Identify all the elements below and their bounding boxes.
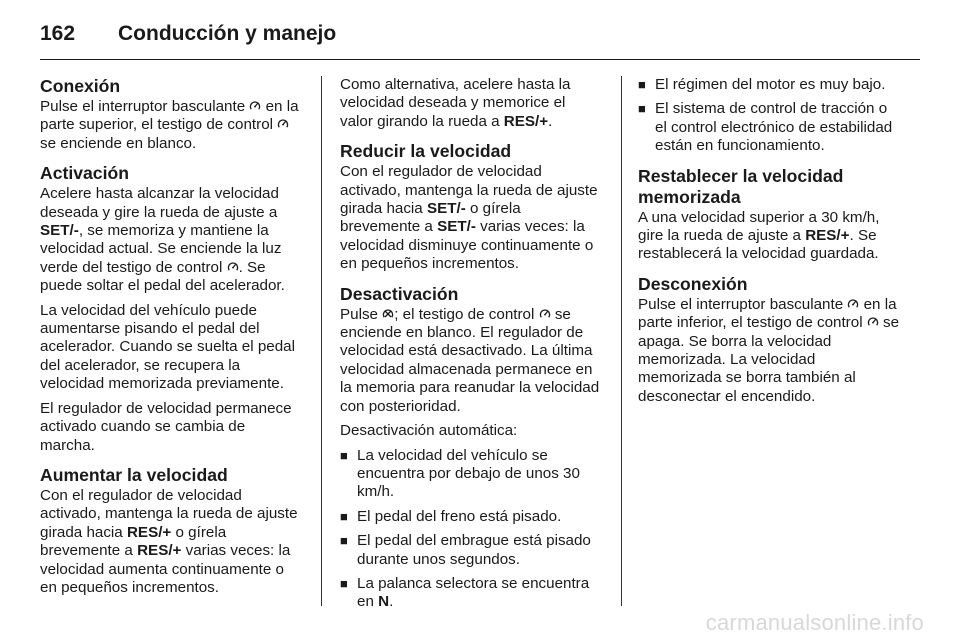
list-item: ■ El pedal del freno está pisado.	[340, 508, 602, 526]
column-1	[40, 76, 302, 603]
watermark: carmanualsonline.info	[705, 610, 924, 635]
control-label: SET/-	[437, 218, 476, 236]
list-item: ■ El sistema de control de tracción o el control electrónico de estabilidad están en funcionamiento.	[638, 100, 900, 155]
control-label: N	[378, 593, 390, 611]
control-label: SET/-	[40, 222, 79, 240]
paragraph-alternativa	[340, 76, 602, 131]
text: ; el testigo de control	[394, 305, 539, 323]
text: en la parte inferior, el testigo de control	[638, 295, 897, 332]
bullet-list	[340, 447, 602, 612]
text: Como alternativa, acelere hasta la velocidad deseada y memorice el valor girando la rueda a	[340, 76, 571, 130]
control-label: RES/+	[503, 112, 549, 130]
text: varias veces: la velocidad disminuye continuamente o en pequeños incrementos.	[340, 218, 594, 273]
paragraph-restablecer	[638, 209, 900, 264]
paragraph-aumentar	[40, 487, 302, 597]
cruise-control-icon	[539, 308, 551, 320]
text: en la parte superior, el testigo de control	[40, 98, 299, 134]
control-label: SET/-	[426, 200, 466, 218]
column-divider	[621, 76, 622, 606]
cruise-control-icon	[227, 261, 239, 273]
section-title-desactivacion: Desactivación	[340, 283, 459, 304]
section-title-restablecer: Restablecer la velocidad memorizada	[638, 165, 844, 207]
control-label: RES/+	[805, 227, 850, 245]
paragraph-reducir	[340, 163, 602, 273]
text: se enciende en blanco.	[40, 134, 197, 152]
header-rule	[40, 59, 920, 60]
text: . Se restablecerá la velocidad guardada.	[638, 227, 879, 263]
text: se enciende en blanco. El regulador de velocidad está desactivado. La última velocidad almacenada permanece en la memoria para reanudar la velocidad con posterioridad.	[340, 305, 600, 415]
text: Pulse el interruptor basculante	[40, 98, 250, 115]
cruise-control-icon	[277, 118, 289, 130]
paragraph-desactivacion	[340, 306, 602, 416]
page-number: 162	[40, 22, 76, 45]
paragraph-activacion-2: La velocidad del vehículo puede aumentarse pisando el pedal del acelerador. Cuando se suelta el pedal del acelerador, se recupera la velocidad memorizada previamente.	[40, 301, 295, 393]
section-title-conexion: Conexión	[40, 76, 121, 96]
list-item: ■ El pedal del embrague está pisado durante unos segundos.	[340, 532, 602, 569]
list-item: ■ El régimen del motor es muy bajo.	[638, 76, 900, 94]
bullet-list	[638, 76, 900, 156]
control-label: RES/+	[126, 523, 172, 541]
page-title: Conducción y manejo	[118, 22, 337, 45]
list-item: ■ La velocidad del vehículo se encuentra por debajo de unos 30 km/h.	[340, 447, 602, 502]
paragraph-activacion-3: El regulador de velocidad permanece activado cuando se cambia de marcha.	[40, 399, 292, 454]
text: Con el regulador de velocidad activado, mantenga la rueda de ajuste girada hacia	[40, 486, 298, 541]
paragraph-desconexion	[638, 296, 900, 406]
column-divider	[321, 76, 322, 606]
text: Pulse el interruptor basculante	[638, 295, 848, 313]
text: A una velocidad superior a 30 km/h, gire la rueda de ajuste a	[638, 208, 880, 245]
text: .	[389, 593, 394, 611]
text: se apaga. Se borra la velocidad memorizada. La velocidad memorizada se borra también al desconectar el encendido.	[638, 314, 900, 405]
text: varias veces: la velocidad aumenta continuamente o en pequeños incrementos.	[40, 542, 291, 596]
text: , se memoriza y mantiene la velocidad actual. Se enciende la luz verde del testigo de control	[40, 222, 282, 276]
section-title-desconexion: Desconexión	[638, 273, 748, 294]
text: . Se puede soltar el pedal del acelerador.	[40, 258, 285, 295]
control-label: RES/+	[137, 542, 182, 560]
text: Acelere hasta alcanzar la velocidad deseada y gire la rueda de ajuste a	[40, 185, 279, 221]
list-item	[340, 575, 602, 612]
section-title-aumentar: Aumentar la velocidad	[40, 464, 228, 485]
paragraph-auto-title: Desactivación automática:	[340, 422, 518, 440]
paragraph-conexion	[40, 98, 302, 153]
text: .	[548, 112, 553, 130]
text: La palanca selectora se encuentra en	[357, 574, 590, 611]
cruise-control-icon	[847, 298, 859, 310]
cruise-control-icon	[249, 100, 261, 112]
column-2	[340, 76, 602, 618]
text: o gírela brevemente a	[340, 200, 521, 236]
paragraph-activacion-1	[40, 185, 302, 295]
text: o gírela brevemente a	[40, 523, 227, 560]
section-title-activacion: Activación	[40, 163, 129, 184]
cancel-icon	[382, 308, 394, 320]
section-title-reducir: Reducir la velocidad	[340, 141, 512, 162]
text: Con el regulador de velocidad activado, mantenga la rueda de ajuste girada hacia	[340, 163, 598, 218]
text: Pulse	[340, 305, 383, 323]
page-header	[40, 16, 336, 52]
cruise-control-icon	[867, 316, 879, 328]
column-3	[638, 76, 900, 412]
